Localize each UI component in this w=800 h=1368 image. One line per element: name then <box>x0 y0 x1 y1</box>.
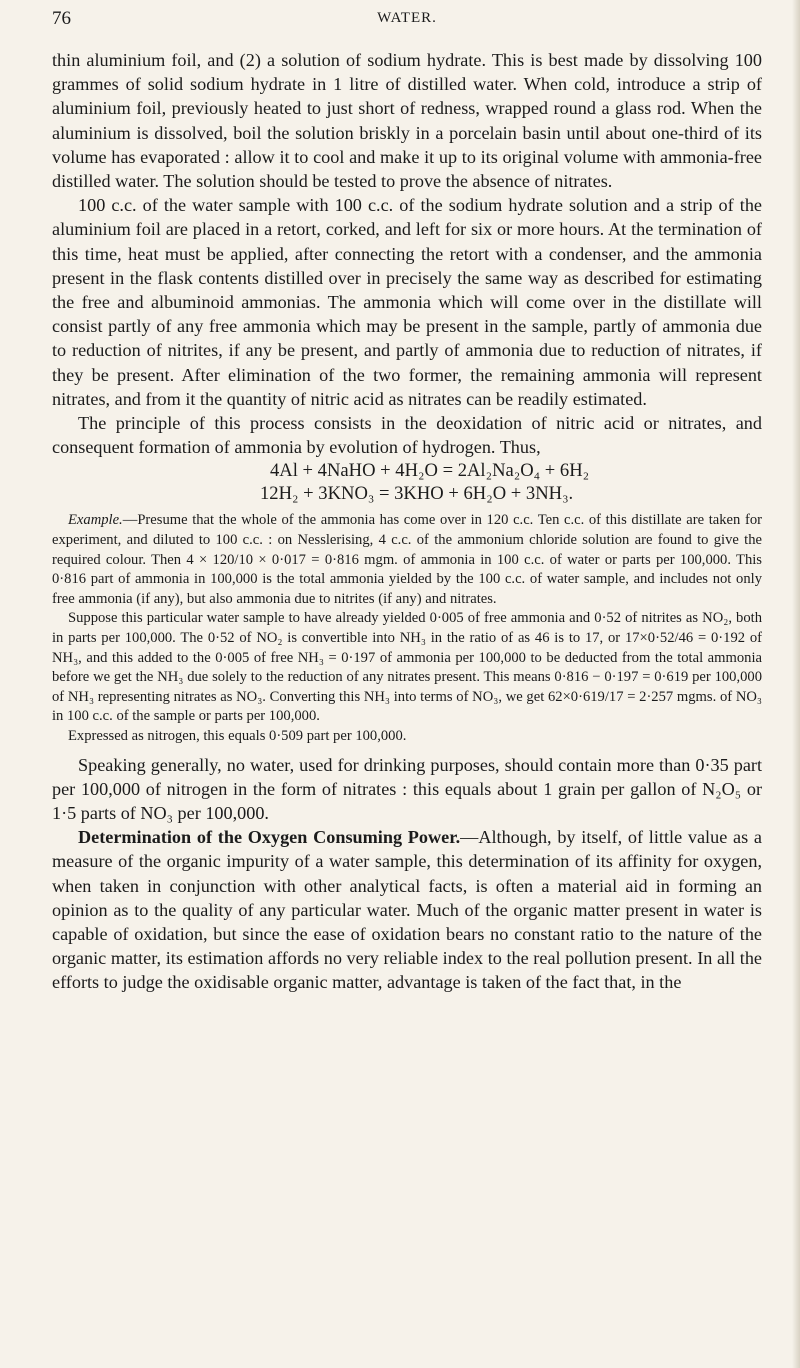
paragraph-oxygen: —Although, by itself, of little value as a measure of the organic impurity of a water sample, this determination of its affinity for oxygen, when taken in conjunction with other analytical facts, is often a material aid in forming an opinion as to the quality of any particular water. Much of the organic matter present in water is capable of oxidation, but since the ease of oxidation bears no constant ratio to the nature of the organic matter, its estimation affords no very reliable index to the real pollution present. In all the efforts to judge the oxidisable organic matter, advantage is taken of the fact that, in the <box>52 827 762 993</box>
example-text-1: —Presume that the whole of the ammonia has come over in 120 c.c. Ten c.c. of this distillate are taken for experiment, and diluted to 100 c.c. : on Nesslerising, 4 c.c. of the ammonium chloride solution are found to give the required colour. Then 4 × 120/10 × 0·017 = 0·816 mgm. of ammonia in 100 c.c. of water or parts per 100,000. This 0·816 part of ammonia in 100,000 is the total ammonia yielded by the 100 c.c. of water sample, and includes not only free ammonia (if any), but also ammonia due to nitrites (if any) and nitrates. <box>52 512 762 607</box>
page-header <box>52 8 762 48</box>
example-text-3: Expressed as nitrogen, this equals 0·509 part per 100,000. <box>68 727 407 744</box>
example-text-2: Suppose this particular water sample to have already yielded 0·005 of free ammonia and 0·52 of nitrites as NO₂, both in parts per 100,000. The 0·52 of NO₂ is convertible into NH₃ in the ratio of as 46 is to 17, or 17×0·52/46 = 0·192 of NH₃, and this added to the 0·005 of free NH₃ = 0·197 of ammonia per 100,000 to be deducted from the total ammonia before we get the NH₃ due solely to the reduction of any nitrates present. This means 0·816 − 0·197 = 0·619 per 100,000 of NH₃ representing nitrates as NO₃. Converting this NH₃ into terms of NO₃, we get 62×0·619/17 = 2·257 mgms. of NO₃ in 100 c.c. of the sample or parts per 100,000. <box>52 610 762 725</box>
worked-example <box>52 511 762 746</box>
example-label: Example. <box>68 512 123 529</box>
equation-aluminium: 4Al + 4NaHO + 4H₂O = 2Al₂Na₂O₄ + 6H₂ <box>270 460 590 482</box>
running-head: WATER. <box>377 10 437 26</box>
equation-nitrate-reduction: 12H₂ + 3KNO₃ = 3KHO + 6H₂O + 3NH₃. <box>260 483 574 505</box>
page-number: 76 <box>52 8 71 29</box>
paragraph-principle: The principle of this process consists in the deoxidation of nitric acid or nitrates, and consequent formation of ammonia by evolution of hydrogen. Thus, <box>52 413 762 458</box>
paragraph-nitrogen-limit: Speaking generally, no water, used for drinking purposes, should contain more than 0·35 part per 100,000 of nitrogen in the form of nitrates : this equals about 1 grain per gallon of N₂O₅ or 1·5 parts of NO₃ per 100,000. <box>52 754 762 823</box>
closing-text <box>52 753 762 995</box>
page-edge-shadow <box>792 0 800 1368</box>
book-page <box>52 0 762 995</box>
paragraph-procedure: 100 c.c. of the water sample with 100 c.c. of the sodium hydrate solution and a strip of the aluminium foil are placed in a retort, corked, and left for six or more hours. At the termination of this time, heat must be applied, after connecting the retort with a condenser, and the ammonia present in the flask contents distilled over in precisely the same way as described for estimating the free and albuminoid ammonias. The ammonia which will come over in the distillate will consist partly of any free ammonia which may be present in the sample, partly of ammonia due to reduction of nitrites, if any be present, and partly of ammonia due to reduction of nitrates, if they be present. After elimination of the two former, the remaining ammonia will represent nitrates, and from it the quantity of nitric acid as nitrates can be readily estimated. <box>52 195 762 409</box>
section-heading-oxygen: Determination of the Oxygen Consuming Power. <box>78 827 461 848</box>
paragraph-reagents: thin aluminium foil, and (2) a solution of sodium hydrate. This is best made by dissolving 100 grammes of solid sodium hydrate in 1 litre of distilled water. When cold, introduce a strip of aluminium foil, previously heated to just short of redness, wrapped round a glass rod. When the aluminium is dissolved, boil the solution briskly in a porcelain basin until about one-third of its volume has evaporated : allow it to cool and make it up to its original volume with ammonia-free distilled water. The solution should be tested to prove the absence of nitrates. <box>52 50 762 192</box>
main-text <box>52 48 762 505</box>
